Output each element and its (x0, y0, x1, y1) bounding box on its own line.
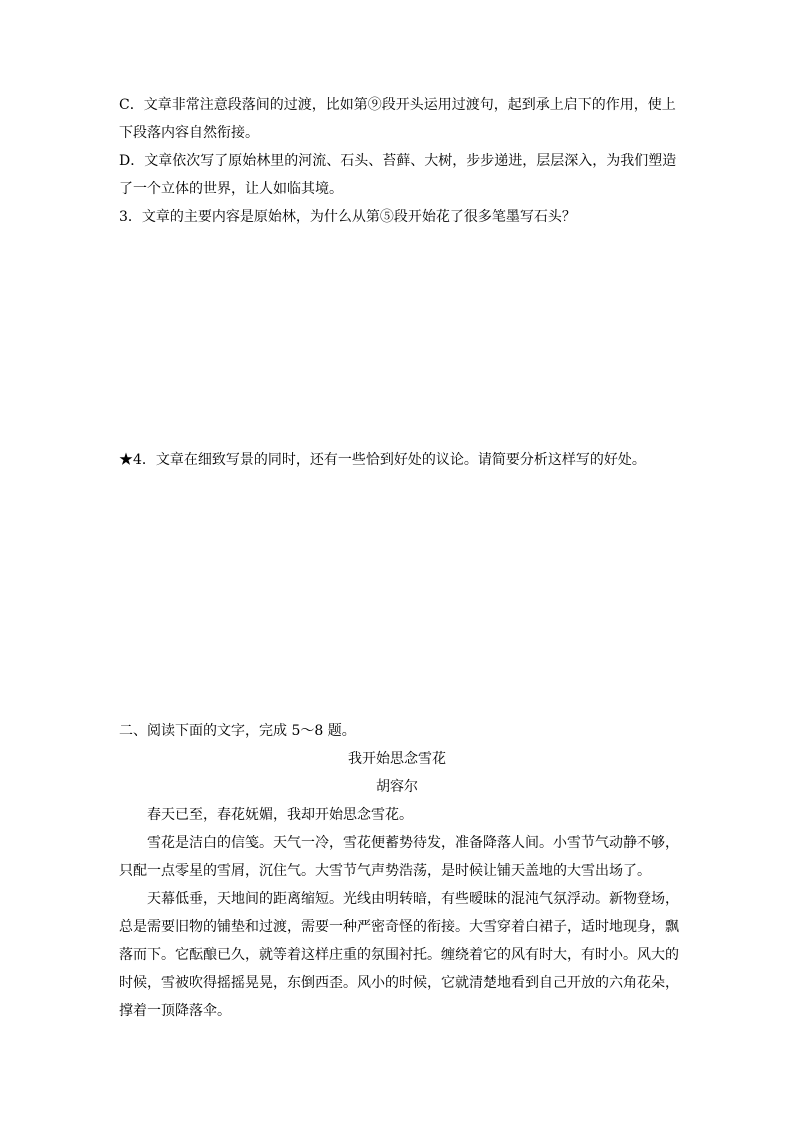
section-two-instruction: 二、阅读下面的文字，完成 5～8 题。 (119, 723, 356, 739)
paragraph-line: 落而下。它酝酿已久，就等着这样庄重的氛围衬托。缠绕着它的风有时大，有时小。风大的 (119, 947, 679, 963)
paragraph-line: 总是需要旧物的铺垫和过渡，需要一种严密奇怪的衔接。大雪穿着白裙子，适时地现身，飘 (119, 919, 679, 935)
paragraph-line: 春天已至，春花妩媚，我却开始思念雪花。 (147, 807, 413, 823)
option-d-line-1: D．文章依次写了原始林里的河流、石头、苔藓、大树，步步递进，层层深入，为我们塑造 (119, 153, 677, 169)
paragraph-line: 撑着一顶降落伞。 (119, 1003, 231, 1019)
option-c-line-1: C．文章非常注意段落间的过渡，比如第⑨段开头运用过渡句，起到承上启下的作用，使上 (119, 97, 676, 113)
option-d-line-2: 了一个立体的世界，让人如临其境。 (119, 181, 343, 197)
article-title: 我开始思念雪花 (348, 751, 446, 767)
paragraph-line: 只配一点零星的雪屑，沉住气。大雪节气声势浩荡，是时候让铺天盖地的大雪出场了。 (119, 863, 651, 879)
question-3: 3．文章的主要内容是原始林，为什么从第⑤段开始花了很多笔墨写石头？ (119, 209, 576, 225)
paragraph-line: 天幕低垂，天地间的距离缩短。光线由明转暗，有些暧昧的混沌气氛浮动。新物登场， (147, 891, 679, 907)
question-4: ★4．文章在细致写景的同时，还有一些恰到好处的议论。请简要分析这样写的好处。 (119, 452, 646, 468)
paragraph-line: 时候，雪被吹得摇摇晃晃，东倒西歪。风小的时候，它就清楚地看到自己开放的六角花朵， (119, 975, 679, 991)
paragraph-line: 雪花是洁白的信笺。天气一冷，雪花便蓄势待发，准备降落人间。小雪节气动静不够， (147, 835, 679, 851)
article-author: 胡容尔 (376, 779, 418, 795)
option-c-line-2: 下段落内容自然衔接。 (119, 125, 259, 141)
